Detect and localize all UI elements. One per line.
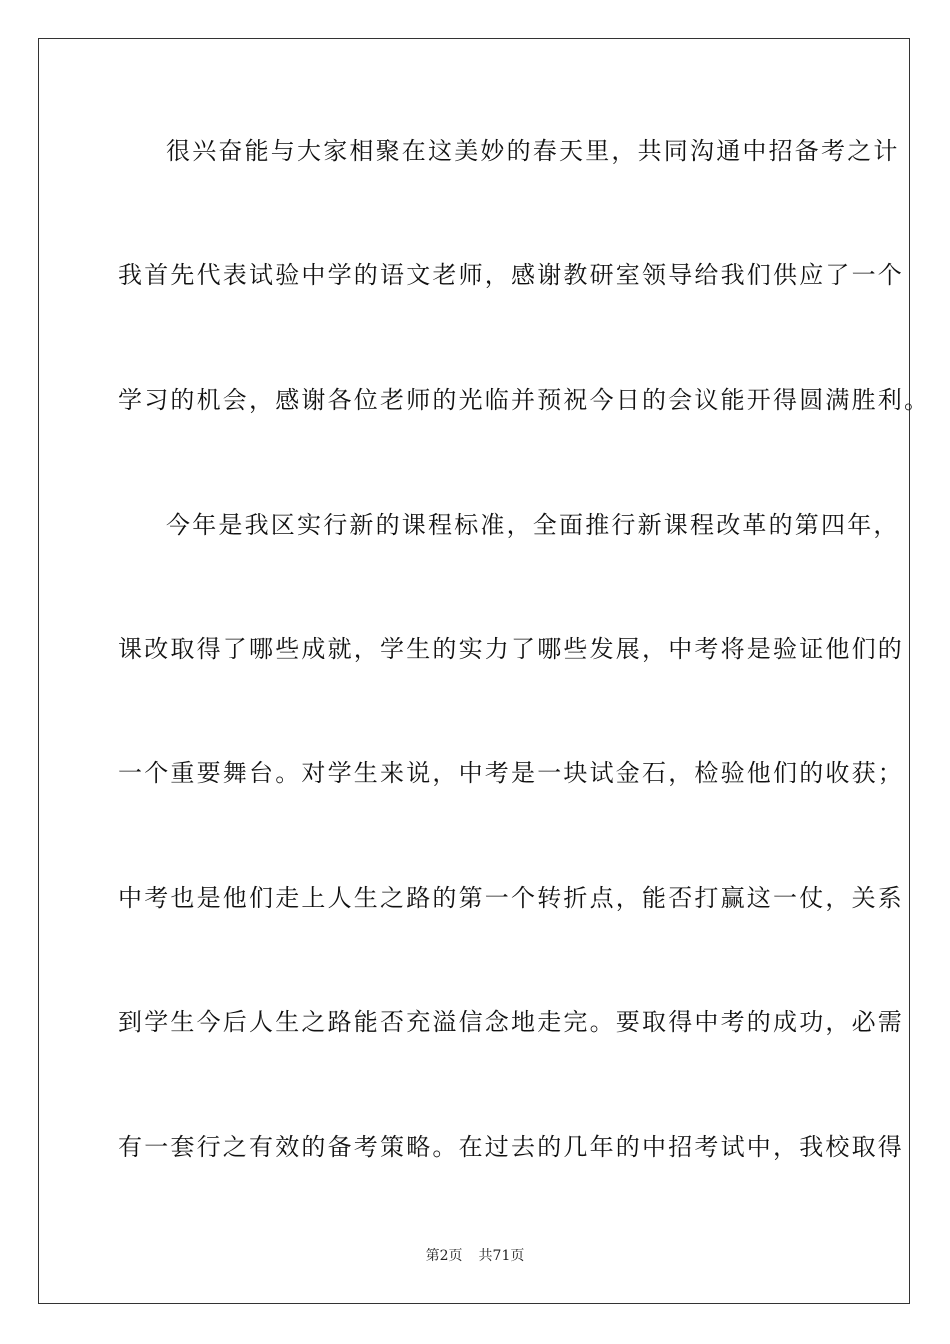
- paragraph-line-2: 我首先代表试验中学的语文老师，感谢教研室领导给我们供应了一个: [118, 261, 904, 289]
- paragraph-line-1: 很兴奋能与大家相聚在这美妙的春天里，共同沟通中招备考之计: [166, 137, 900, 165]
- paragraph-line-6: 一个重要舞台。对学生来说，中考是一块试金石，检验他们的收获；: [118, 759, 904, 787]
- paragraph-line-5: 课改取得了哪些成就，学生的实力了哪些发展，中考将是验证他们的: [118, 635, 904, 663]
- page-number: 第2页: [425, 1248, 463, 1264]
- paragraph-line-7: 中考也是他们走上人生之路的第一个转折点，能否打赢这一仗，关系: [118, 884, 904, 912]
- paragraph-line-9: 有一套行之有效的备考策略。在过去的几年的中招考试中，我校取得: [118, 1133, 904, 1161]
- paragraph-line-4: 今年是我区实行新的课程标准，全面推行新课程改革的第四年，: [166, 511, 900, 539]
- paragraph-line-8: 到学生今后人生之路能否充溢信念地走完。要取得中考的成功，必需: [118, 1008, 904, 1036]
- page-footer: [0, 1247, 950, 1265]
- total-pages: 共71页: [478, 1248, 525, 1264]
- page-border: [38, 38, 931, 1304]
- paragraph-line-3: 学习的机会，感谢各位老师的光临并预祝今日的会议能开得圆满胜利。: [118, 386, 931, 414]
